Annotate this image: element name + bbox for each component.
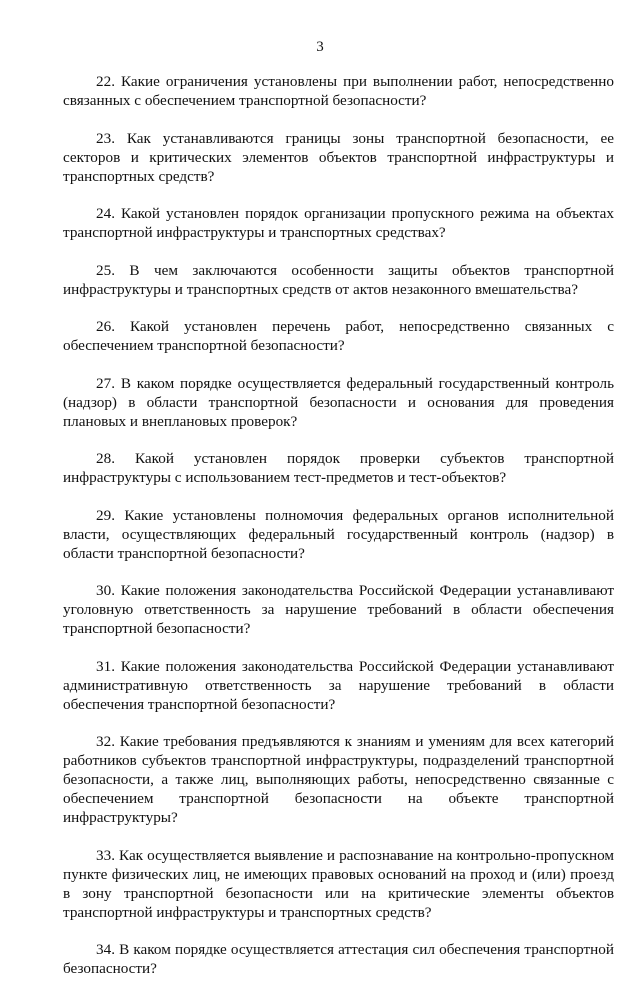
question-25: 25. В чем заключаются особенности защиты объектов транспортной инфраструктуры и транспортных средств от актов незаконного вмешательства?	[63, 261, 614, 298]
question-22: 22. Какие ограничения установлены при выполнении работ, непосредственно связанных с обеспечением транспортной безопасности?	[63, 73, 614, 109]
question-34: 34. В каком порядке осуществляется аттестация сил обеспечения транспортной безопасности?	[63, 941, 614, 977]
question-33: 33. Как осуществляется выявление и распознавание на контрольно-пропускном пункте физических лиц, не имеющих правовых оснований на проход и (или) проезд в зону транспортной безопасности или на критические элементы объектов транспортной инфраструктуры и транспортных средств?	[63, 846, 614, 921]
question-29: 29. Какие установлены полномочия федеральных органов исполнительной власти, осуществляющих федеральный государственный контроль (надзор) в области транспортной безопасности?	[63, 506, 614, 562]
question-28: 28. Какой установлен порядок проверки субъектов транспортной инфраструктуры с использованием тест-предметов и тест-объектов?	[63, 450, 614, 486]
question-list	[63, 72, 614, 997]
question-31: 31. Какие положения законодательства Российской Федерации устанавливают административную ответственность за нарушение требований в области обеспечения транспортной безопасности?	[63, 657, 614, 713]
question-32: 32. Какие требования предъявляются к знаниям и умениям для всех категорий работников субъектов транспортной инфраструктуры, подразделений транспортной безопасности, а также лиц, выполняющих работы, непосредственно связанные с обеспечением транспортной безопасности на объекте транспортной инфраструктуры?	[63, 733, 614, 826]
page-number: 3	[316, 39, 324, 55]
question-24: 24. Какой установлен порядок организации пропускного режима на объектах транспортной инфраструктуры и транспортных средствах?	[63, 205, 614, 241]
question-26: 26. Какой установлен перечень работ, непосредственно связанных с обеспечением транспортной безопасности?	[63, 318, 614, 354]
question-23: 23. Как устанавливаются границы зоны транспортной безопасности, ее секторов и критических элементов объектов транспортной инфраструктуры и транспортных средств?	[63, 129, 614, 185]
question-27: 27. В каком порядке осуществляется федеральный государственный контроль (надзор) в области транспортной безопасности и основания для проведения плановых и внеплановых проверок?	[63, 374, 614, 430]
question-30: 30. Какие положения законодательства Российской Федерации устанавливают уголовную ответственность за нарушение требований в области обеспечения транспортной безопасности?	[63, 582, 614, 637]
